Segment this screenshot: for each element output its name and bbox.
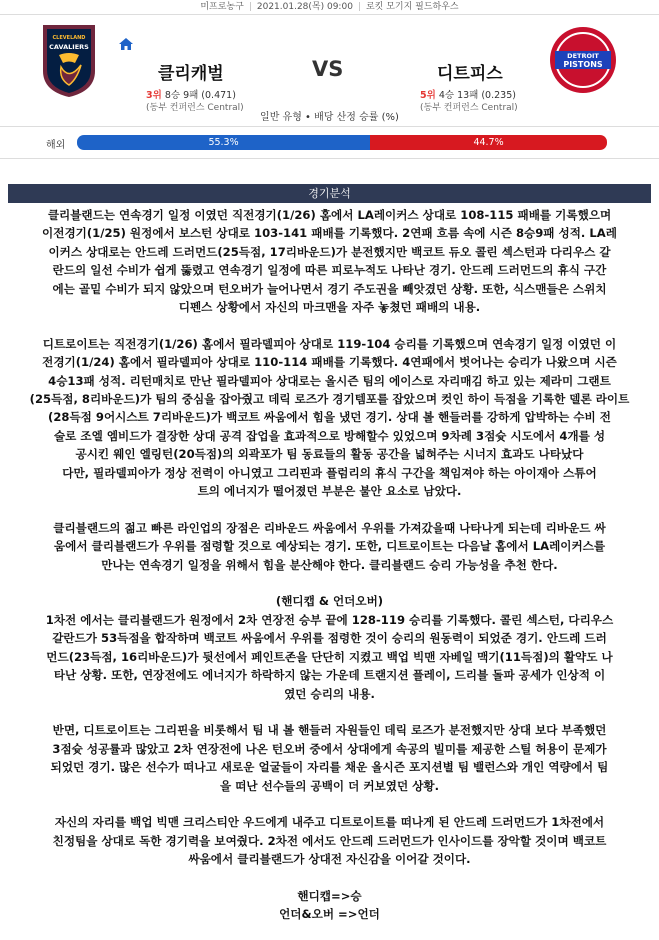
- league-name: 미프로농구: [200, 2, 244, 12]
- article-line: 4승13패 성적. 리턴매치로 만난 필라델피아 상대로는 올시즌 팀의 에이스로 자리매김 하고 있는 제라미 그랜트: [48, 373, 611, 388]
- analysis-section-header: 경기분석: [8, 184, 651, 203]
- article-line: 클리블랜드의 젊고 빠른 라인업의 장점은 리바운드 싸움에서 우위를 가져갔을때 나타나게 되는데 리바운드 싸: [53, 520, 606, 535]
- stats-title-text: 일반 유형 • 배당 산정 승률 (%): [260, 112, 399, 123]
- home-probability-segment: 55.3%: [77, 135, 370, 150]
- article-line: 였던 승리의 내용.: [284, 686, 375, 701]
- article-line: 되었던 경기. 많은 선수가 떠나고 새로운 얼굴들이 자리를 채운 올시즌 포지션별 팀 밸런스와 개인 역량에서 팀: [50, 760, 609, 775]
- svg-text:CAVALIERS: CAVALIERS: [49, 43, 89, 51]
- article-line: 공시킨 웨인 엘링턴(20득점)의 외곽포가 팀 동료들의 활동 공간을 넓혀주는 시너지 효과도 나타났다: [75, 447, 584, 462]
- away-team-conference: (동부 컨퍼런스 Central): [420, 103, 518, 113]
- article-line: (핸디캡 & 언더오버): [275, 594, 384, 609]
- svg-text:PISTONS: PISTONS: [563, 60, 603, 69]
- away-probability-segment: 44.7%: [370, 135, 607, 150]
- home-team-record: [146, 87, 236, 101]
- probability-source-label: 해외: [46, 140, 66, 151]
- separator: |: [248, 2, 252, 12]
- pistons-logo: [548, 25, 618, 95]
- vs-label: VS: [312, 57, 344, 81]
- article-line: 클리블랜드는 연속경기 일정 이였던 직전경기(1/26) 홈에서 LA레이커스 상대로 108-115 패배를 기록했으며: [47, 208, 612, 222]
- article-line: 자신의 자리를 백업 빅맨 크리스티안 우드에게 내주고 디트로이트를 떠나게 된 안드레 드러먼드가 1차전에서: [54, 815, 605, 830]
- article-line: 디펜스 상황에서 자신의 마크맨을 자주 놓쳤던 패배의 내용.: [178, 300, 481, 315]
- analysis-article: [8, 206, 651, 924]
- article-line: 3점슛 성공률과 많았고 2차 연장전에 나온 턴오버 중에서 상대에게 속공의 빌미를 제공한 스틸 허용이 문제가: [52, 741, 607, 756]
- divider: [0, 126, 659, 127]
- article-line: (25득점, 8리바운드)가 팀의 중심을 잡아줬고 데릭 로즈가 경기템포를 잡았으며 컷인 하이 득점을 기록한 델론 라이트: [29, 392, 630, 407]
- article-line: 을 떠난 선수들의 공백이 더 커보였던 상황.: [219, 778, 440, 793]
- article-line: 술로 조엘 엠비드가 결장한 상대 공격 잡업을 효과적으로 방해할수 있었으며 9차례 3점슛 시도에서 4개를 성: [53, 428, 606, 443]
- stats-title: [0, 108, 659, 123]
- away-team-record: [420, 87, 516, 101]
- paragraph-gap: [8, 500, 651, 518]
- article-line: 란드의 일선 수비가 쉽게 뚫렸고 연속경기 일정에 따른 피로누적도 나타난 경기. 안드레 드러먼드의 휴식 구간: [52, 263, 607, 278]
- home-team-name: 클리캐벌: [158, 64, 224, 84]
- article-line: 싸움에서 클리블랜드가 상대전 자신감을 이어갈 것이다.: [188, 852, 471, 867]
- match-header: [0, 15, 659, 113]
- article-line: 1차전 에서는 클리블랜드가 원정에서 2차 연장전 승부 끝에 128-119 승리를 기록했다. 콜린 섹스턴, 다리우스: [45, 612, 614, 627]
- paragraph-gap: [8, 795, 651, 813]
- article-line: 다만, 필라델피아가 정상 전력이 아니였고 그리핀과 플럼리의 휴식 구간을 책임져야 하는 아이재아 스튜어: [62, 465, 597, 480]
- match-datetime: 2021.01.28(목) 09:00: [256, 2, 353, 12]
- article-line: 먼드(23득점, 16리바운드)가 뒷선에서 페인트존을 단단히 지켰고 백업 빅맨 자베일 맥기(11득점)의 활약도 나: [46, 649, 613, 664]
- cavaliers-logo: [37, 19, 101, 99]
- article-line: 이전경기(1/25) 원정에서 보스턴 상대로 103-141 패배를 기록했다. 2연패 흐름 속에 시즌 8승9패 성적. LA레: [42, 226, 617, 241]
- separator: |: [357, 2, 361, 12]
- away-team-rank: 5위: [420, 90, 436, 101]
- venue-name: 로킷 모기지 필드하우스: [365, 2, 459, 12]
- article-line: 이커스 상대로는 안드레 드러먼드(25득점, 17리바운드)가 분전했지만 백코트 듀오 콜린 섹스턴과 다리우스 갈: [48, 244, 611, 259]
- article-line: 언더&오버 =>언더: [279, 907, 380, 922]
- article-line: 친정팀을 상대로 독한 경기력을 보여줬다. 2차전 에서도 안드레 드러먼드가 인사이드를 장악할 것이며 백코트: [52, 833, 607, 848]
- article-line: 전경기(1/24) 홈에서 필라델피아 상대로 110-114 패배를 기록했다. 4연패에서 벗어나는 승리가 나왔으며 시즌: [42, 355, 617, 370]
- paragraph-gap: [8, 574, 651, 592]
- divider: [0, 158, 659, 159]
- home-team-wl: 8승 9패 (0.471): [164, 90, 236, 101]
- article-line: 움에서 클리블랜드가 우위를 점령할 것으로 예상되는 경기. 또한, 디트로이트는 다음날 홈에서 LA레이커스를: [53, 539, 606, 554]
- home-team-conference: (동부 컨퍼런스 Central): [146, 103, 244, 113]
- article-line: 만나는 연속경기 일정을 위해서 힘을 분산해야 한다. 클리블랜드 승리 가능성을 추천 한다.: [101, 557, 558, 572]
- article-line: (28득점 9어시스트 7리바운드)가 백코트 싸움에서 힘을 냈던 경기. 상대 볼 핸들러를 강하게 압박하는 수비 전: [48, 410, 611, 425]
- paragraph-gap: [8, 316, 651, 334]
- svg-text:DETROIT: DETROIT: [567, 52, 599, 60]
- article-line: 반면, 디트로이트는 그리핀을 비롯해서 팀 내 볼 핸들러 자원들인 데릭 로즈가 분전했지만 상대 보다 부족했던: [52, 723, 607, 738]
- away-team-name: 디트피스: [437, 64, 503, 84]
- svg-text:CLEVELAND: CLEVELAND: [52, 35, 86, 41]
- article-line: 핸디캡=>승: [297, 888, 362, 903]
- paragraph-gap: [8, 703, 651, 721]
- win-probability-row: [0, 133, 659, 153]
- probability-bar: [77, 135, 607, 150]
- away-team-wl: 4승 13패 (0.235): [438, 90, 516, 101]
- paragraph-gap: [8, 869, 651, 887]
- article-line: 타난 상황. 또한, 연장전에도 에너지가 하락하지 않는 가운데 트랜지션 플레이, 드리블 돌파 공세가 인상적 이: [53, 668, 606, 683]
- match-info-bar: [0, 0, 659, 15]
- article-line: 갈란드가 53득점을 합작하며 백코트 싸움에서 우위를 점령한 것이 승리의 원동력이 되었준 경기. 안드레 드러: [52, 631, 607, 646]
- article-line: 디트로이트는 직전경기(1/26) 홈에서 필라델피아 상대로 119-104 승리를 기록했으며 연속경기 일정 이였던 이: [42, 336, 617, 351]
- article-line: 에는 골밑 수비가 되지 않았으며 턴오버가 늘어나면서 경기 주도권을 빼앗겼던 상황. 또한, 식스맨들은 스위치: [52, 281, 607, 296]
- home-icon: [118, 37, 134, 51]
- home-team-rank: 3위: [146, 90, 162, 101]
- article-line: 트의 에너지가 떨어졌던 부분은 불안 요소로 남았다.: [197, 484, 462, 499]
